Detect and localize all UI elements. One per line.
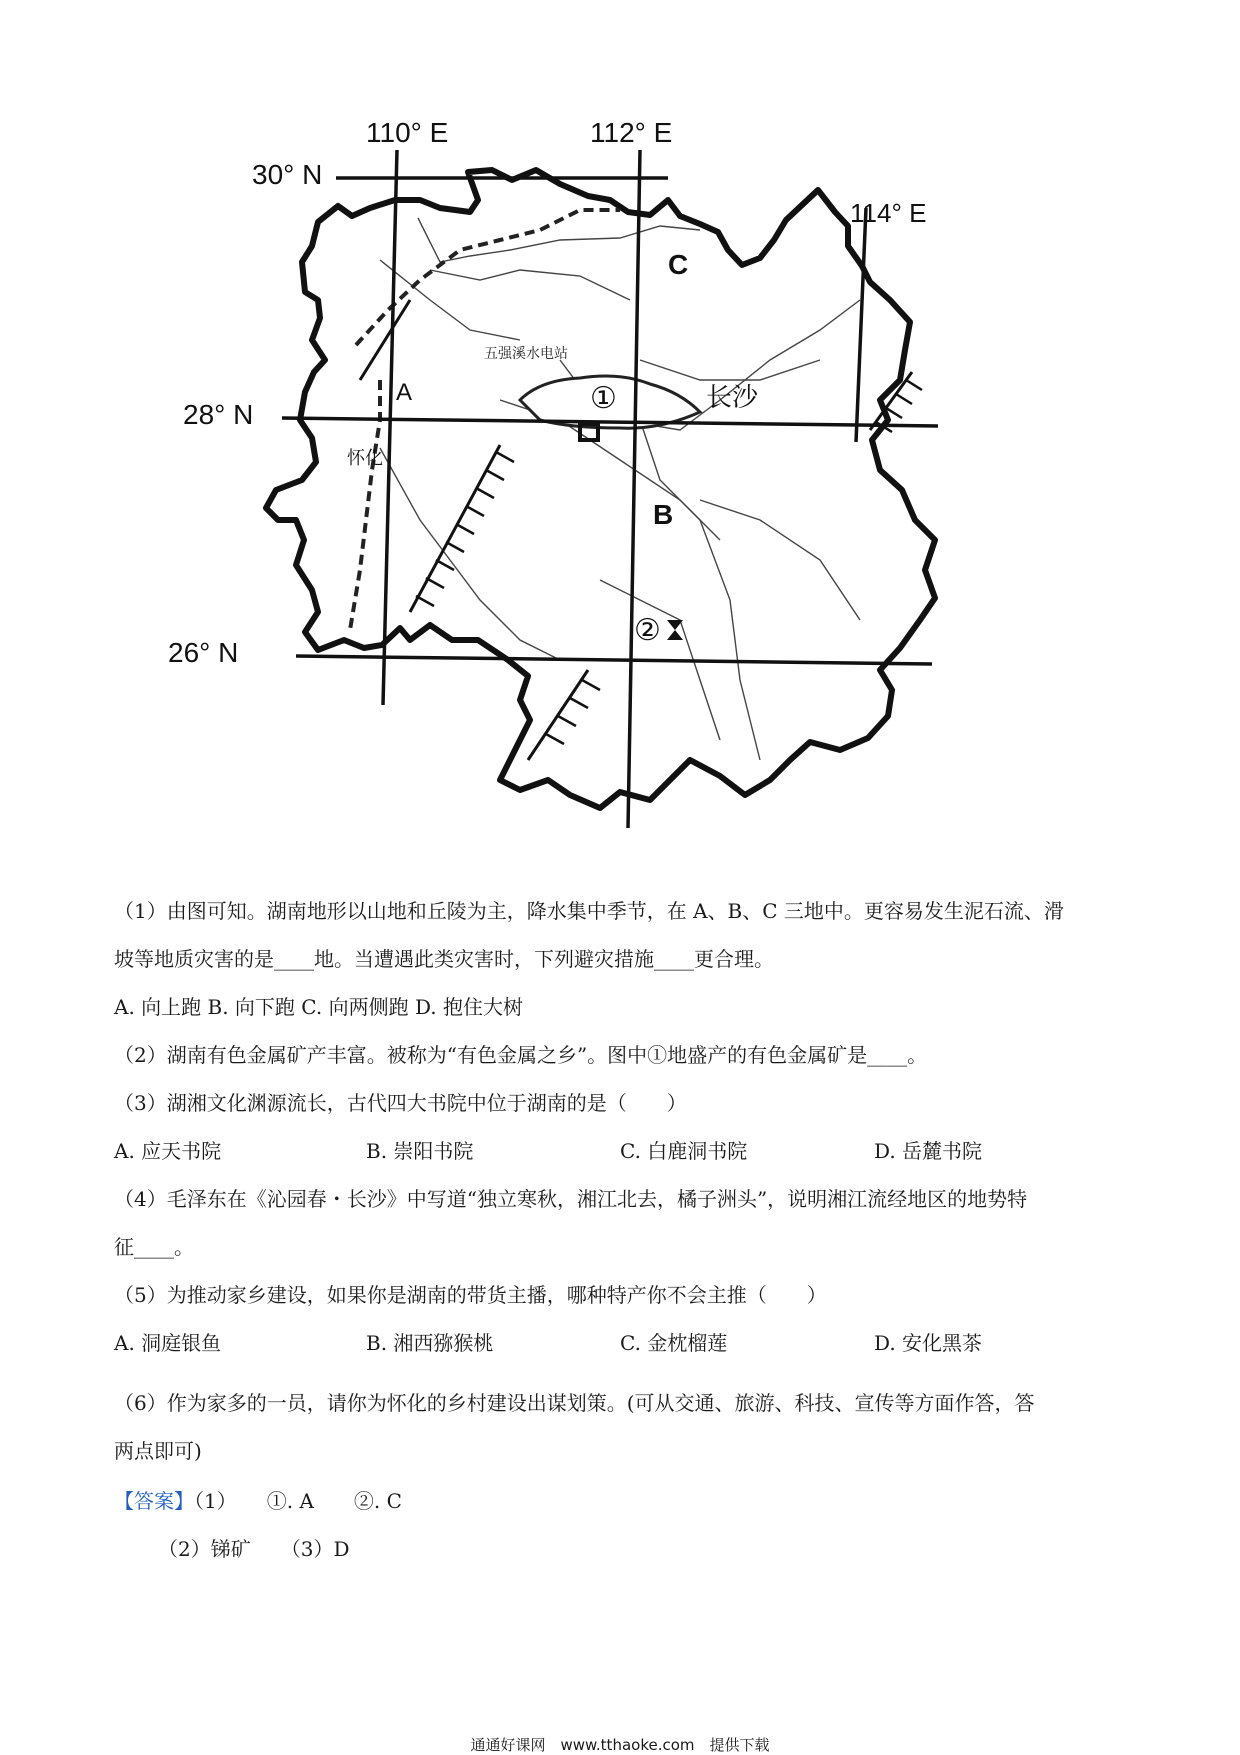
svg-text:110° E: 110° E bbox=[366, 117, 449, 148]
question-5: （5）为推动家乡建设，如果你是湖南的带货主播，哪种特产你不会主推（ ） bbox=[114, 1283, 827, 1307]
question-5-option-b: B. 湘西猕猴桃 bbox=[366, 1331, 494, 1355]
question-6-line-2: 两点即可) bbox=[114, 1439, 202, 1463]
svg-text:28° N: 28° N bbox=[183, 399, 254, 430]
hourglass-icon bbox=[667, 620, 683, 640]
svg-text:112° E: 112° E bbox=[590, 117, 673, 148]
svg-text:114° E: 114° E bbox=[850, 198, 927, 228]
question-5-option-d: D. 安化黑茶 bbox=[874, 1331, 983, 1355]
footer: 通通好课网 www.tthaoke.com 提供下载 bbox=[470, 1736, 770, 1754]
answer-tag: 【答案】 bbox=[114, 1489, 194, 1513]
svg-text:C: C bbox=[668, 249, 689, 280]
svg-text:怀化: 怀化 bbox=[347, 448, 383, 468]
svg-text:30° N: 30° N bbox=[252, 159, 323, 190]
question-3-option-c: C. 白鹿洞书院 bbox=[620, 1139, 748, 1163]
mountain-ticks bbox=[416, 380, 922, 744]
question-3-option-b: B. 崇阳书院 bbox=[366, 1139, 474, 1163]
question-3-option-a: A. 应天书院 bbox=[114, 1139, 222, 1163]
svg-text:②: ② bbox=[634, 614, 661, 647]
question-4-line-1: （4）毛泽东在《沁园春・长沙》中写道“独立寒秋，湘江北去，橘子洲头”，说明湘江流经地区的地势特 bbox=[114, 1187, 1028, 1211]
province-boundary bbox=[266, 170, 935, 808]
question-5-option-c: C. 金枕榴莲 bbox=[620, 1331, 728, 1355]
svg-text:①: ① bbox=[590, 382, 617, 415]
hunan-map bbox=[0, 0, 1240, 850]
svg-text:长沙: 长沙 bbox=[706, 382, 759, 412]
question-2: （2）湖南有色金属矿产丰富。被称为“有色金属之乡”。图中①地盛产的有色金属矿是____。 bbox=[114, 1043, 928, 1067]
question-1-options: A. 向上跑 B. 向下跑 C. 向两侧跑 D. 抱住大树 bbox=[114, 995, 523, 1019]
svg-text:26° N: 26° N bbox=[168, 637, 239, 668]
question-3: （3）湖湘文化渊源流长，古代四大书院中位于湖南的是（ ） bbox=[114, 1091, 687, 1115]
question-1-line-2: 坡等地质灾害的是____地。当遭遇此类灾害时，下列避灾措施____更合理。 bbox=[114, 947, 774, 971]
question-4-line-2: 征____。 bbox=[114, 1235, 194, 1259]
question-1-line-1: （1）由图可知。湖南地形以山地和丘陵为主，降水集中季节，在 A、B、C 三地中。更容易发生泥石流、滑 bbox=[114, 899, 1064, 923]
answer-line-2: （2）锑矿 （3）D bbox=[158, 1537, 350, 1561]
question-3-option-d: D. 岳麓书院 bbox=[874, 1139, 983, 1163]
svg-text:A: A bbox=[396, 379, 413, 406]
answer-line-1-text: （1） ①. A ②. C bbox=[194, 1489, 402, 1513]
question-5-option-a: A. 洞庭银鱼 bbox=[114, 1331, 222, 1355]
rivers bbox=[380, 218, 860, 760]
answer-line-1 bbox=[114, 1488, 1134, 1514]
question-6-line-1: （6）作为家多的一员，请你为怀化的乡村建设出谋划策。(可从交通、旅游、科技、宣传等方面作答，答 bbox=[114, 1391, 1035, 1415]
graticule bbox=[282, 150, 938, 828]
svg-text:五强溪水电站: 五强溪水电站 bbox=[484, 346, 568, 362]
svg-text:B: B bbox=[653, 499, 674, 530]
